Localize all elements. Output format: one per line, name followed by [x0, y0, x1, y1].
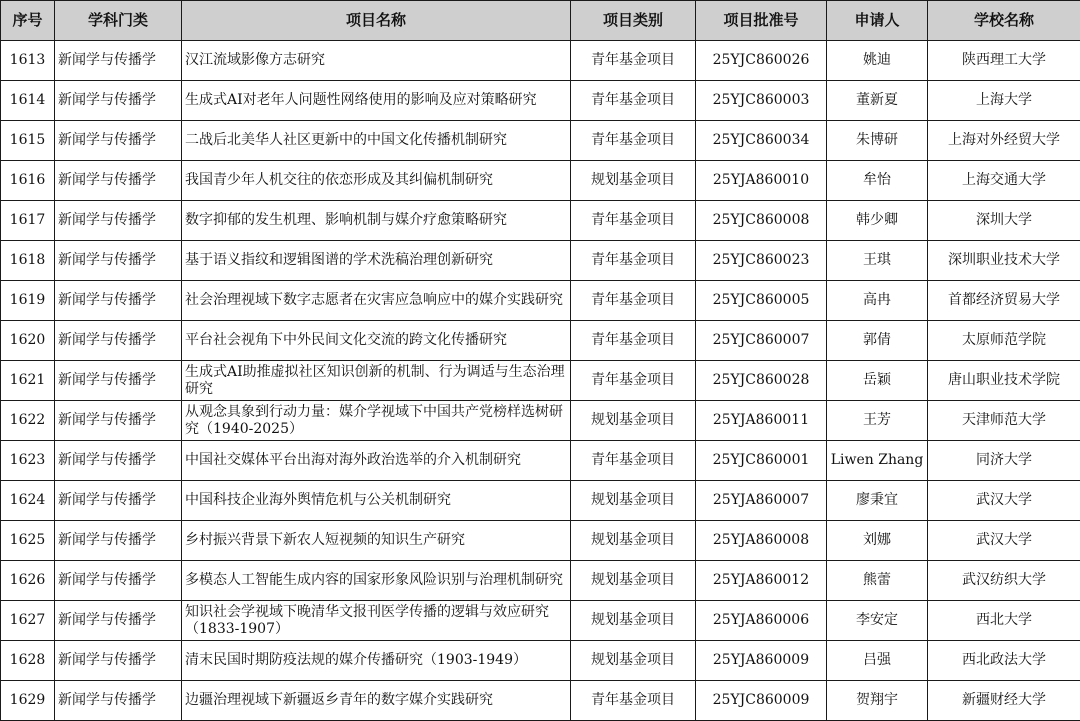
cell-project-name: 从观念具象到行动力量：媒介学视域下中国共产党榜样选树研究（1940-2025）: [182, 401, 571, 441]
cell-discipline: 新闻学与传播学: [55, 481, 182, 521]
table-row: [1, 601, 1080, 641]
table-row: [1, 41, 1080, 81]
cell-seq: 1614: [1, 81, 55, 121]
cell-project-name: 生成式AI助推虚拟社区知识创新的机制、行为调适与生态治理研究: [182, 361, 571, 401]
cell-seq: 1615: [1, 121, 55, 161]
table-row: [1, 201, 1080, 241]
cell-seq: 1620: [1, 321, 55, 361]
cell-applicant: 吕强: [827, 641, 928, 681]
cell-discipline: 新闻学与传播学: [55, 41, 182, 81]
header-seq: 序号: [1, 1, 55, 41]
cell-discipline: 新闻学与传播学: [55, 521, 182, 561]
cell-approval-no: 25YJC860026: [696, 41, 827, 81]
cell-school: 上海大学: [928, 81, 1080, 121]
cell-project-name: 平台社会视角下中外民间文化交流的跨文化传播研究: [182, 321, 571, 361]
cell-seq: 1629: [1, 681, 55, 721]
cell-seq: 1623: [1, 441, 55, 481]
cell-project-name: 多模态人工智能生成内容的国家形象风险识别与治理机制研究: [182, 561, 571, 601]
cell-approval-no: 25YJC860003: [696, 81, 827, 121]
cell-project-name: 清末民国时期防疫法规的媒介传播研究（1903-1949）: [182, 641, 571, 681]
table-row: [1, 481, 1080, 521]
cell-school: 新疆财经大学: [928, 681, 1080, 721]
table-row: [1, 81, 1080, 121]
cell-school: 上海交通大学: [928, 161, 1080, 201]
cell-category: 青年基金项目: [571, 281, 696, 321]
cell-applicant: 王芳: [827, 401, 928, 441]
cell-project-name: 社会治理视域下数字志愿者在灾害应急响应中的媒介实践研究: [182, 281, 571, 321]
cell-project-name: 中国科技企业海外舆情危机与公关机制研究: [182, 481, 571, 521]
header-discipline: 学科门类: [55, 1, 182, 41]
cell-category: 规划基金项目: [571, 401, 696, 441]
cell-seq: 1628: [1, 641, 55, 681]
table-row: [1, 561, 1080, 601]
cell-seq: 1616: [1, 161, 55, 201]
header-approval-no: 项目批准号: [696, 1, 827, 41]
cell-school: 唐山职业技术学院: [928, 361, 1080, 401]
cell-approval-no: 25YJC860034: [696, 121, 827, 161]
cell-seq: 1624: [1, 481, 55, 521]
table-row: [1, 161, 1080, 201]
cell-seq: 1621: [1, 361, 55, 401]
cell-approval-no: 25YJC860005: [696, 281, 827, 321]
cell-school: 首都经济贸易大学: [928, 281, 1080, 321]
table-row: [1, 641, 1080, 681]
table-row: [1, 401, 1080, 441]
cell-category: 青年基金项目: [571, 41, 696, 81]
cell-approval-no: 25YJA860006: [696, 601, 827, 641]
cell-approval-no: 25YJC860009: [696, 681, 827, 721]
cell-category: 青年基金项目: [571, 361, 696, 401]
cell-school: 武汉大学: [928, 521, 1080, 561]
cell-discipline: 新闻学与传播学: [55, 601, 182, 641]
cell-project-name: 边疆治理视域下新疆返乡青年的数字媒介实践研究: [182, 681, 571, 721]
cell-project-name: 中国社交媒体平台出海对海外政治选举的介入机制研究: [182, 441, 571, 481]
cell-applicant: 董新夏: [827, 81, 928, 121]
cell-seq: 1627: [1, 601, 55, 641]
header-project-name: 项目名称: [182, 1, 571, 41]
cell-school: 太原师范学院: [928, 321, 1080, 361]
cell-applicant: 高冉: [827, 281, 928, 321]
cell-discipline: 新闻学与传播学: [55, 641, 182, 681]
cell-project-name: 生成式AI对老年人问题性网络使用的影响及应对策略研究: [182, 81, 571, 121]
cell-discipline: 新闻学与传播学: [55, 121, 182, 161]
table-row: [1, 241, 1080, 281]
cell-seq: 1613: [1, 41, 55, 81]
cell-discipline: 新闻学与传播学: [55, 201, 182, 241]
cell-seq: 1626: [1, 561, 55, 601]
cell-school: 深圳职业技术大学: [928, 241, 1080, 281]
header-category: 项目类别: [571, 1, 696, 41]
cell-category: 规划基金项目: [571, 601, 696, 641]
cell-applicant: 姚迪: [827, 41, 928, 81]
cell-category: 规划基金项目: [571, 161, 696, 201]
cell-applicant: 王琪: [827, 241, 928, 281]
cell-approval-no: 25YJC860028: [696, 361, 827, 401]
header-row: [1, 1, 1080, 41]
cell-category: 规划基金项目: [571, 521, 696, 561]
cell-applicant: 郭倩: [827, 321, 928, 361]
cell-category: 青年基金项目: [571, 321, 696, 361]
cell-project-name: 汉江流域影像方志研究: [182, 41, 571, 81]
cell-approval-no: 25YJC860008: [696, 201, 827, 241]
table-row: [1, 321, 1080, 361]
cell-approval-no: 25YJC860023: [696, 241, 827, 281]
cell-approval-no: 25YJA860007: [696, 481, 827, 521]
cell-seq: 1619: [1, 281, 55, 321]
cell-school: 天津师范大学: [928, 401, 1080, 441]
cell-discipline: 新闻学与传播学: [55, 161, 182, 201]
cell-school: 同济大学: [928, 441, 1080, 481]
header-school: 学校名称: [928, 1, 1080, 41]
cell-school: 武汉大学: [928, 481, 1080, 521]
cell-school: 西北政法大学: [928, 641, 1080, 681]
table-row: [1, 441, 1080, 481]
cell-applicant: 韩少卿: [827, 201, 928, 241]
cell-seq: 1617: [1, 201, 55, 241]
cell-category: 青年基金项目: [571, 81, 696, 121]
cell-category: 青年基金项目: [571, 441, 696, 481]
cell-discipline: 新闻学与传播学: [55, 561, 182, 601]
cell-school: 深圳大学: [928, 201, 1080, 241]
cell-discipline: 新闻学与传播学: [55, 281, 182, 321]
cell-project-name: 我国青少年人机交往的依恋形成及其纠偏机制研究: [182, 161, 571, 201]
cell-approval-no: 25YJA860010: [696, 161, 827, 201]
cell-category: 青年基金项目: [571, 241, 696, 281]
cell-discipline: 新闻学与传播学: [55, 361, 182, 401]
cell-seq: 1622: [1, 401, 55, 441]
cell-seq: 1625: [1, 521, 55, 561]
cell-discipline: 新闻学与传播学: [55, 241, 182, 281]
cell-approval-no: 25YJA860012: [696, 561, 827, 601]
cell-project-name: 二战后北美华人社区更新中的中国文化传播机制研究: [182, 121, 571, 161]
cell-applicant: Liwen Zhang: [827, 441, 928, 481]
cell-school: 西北大学: [928, 601, 1080, 641]
cell-category: 青年基金项目: [571, 201, 696, 241]
table-row: [1, 361, 1080, 401]
cell-applicant: 牟怡: [827, 161, 928, 201]
cell-discipline: 新闻学与传播学: [55, 401, 182, 441]
cell-school: 陕西理工大学: [928, 41, 1080, 81]
cell-approval-no: 25YJA860009: [696, 641, 827, 681]
cell-discipline: 新闻学与传播学: [55, 681, 182, 721]
cell-project-name: 数字抑郁的发生机理、影响机制与媒介疗愈策略研究: [182, 201, 571, 241]
cell-applicant: 刘娜: [827, 521, 928, 561]
table-row: [1, 121, 1080, 161]
cell-applicant: 朱博研: [827, 121, 928, 161]
cell-category: 规划基金项目: [571, 561, 696, 601]
cell-project-name: 乡村振兴背景下新农人短视频的知识生产研究: [182, 521, 571, 561]
cell-discipline: 新闻学与传播学: [55, 321, 182, 361]
cell-discipline: 新闻学与传播学: [55, 81, 182, 121]
cell-category: 青年基金项目: [571, 681, 696, 721]
cell-applicant: 岳颖: [827, 361, 928, 401]
header-applicant: 申请人: [827, 1, 928, 41]
cell-applicant: 廖秉宜: [827, 481, 928, 521]
table-row: [1, 521, 1080, 561]
cell-applicant: 熊蕾: [827, 561, 928, 601]
cell-project-name: 知识社会学视域下晚清华文报刊医学传播的逻辑与效应研究（1833-1907）: [182, 601, 571, 641]
cell-discipline: 新闻学与传播学: [55, 441, 182, 481]
cell-category: 规划基金项目: [571, 641, 696, 681]
table-row: [1, 681, 1080, 721]
cell-approval-no: 25YJA860008: [696, 521, 827, 561]
cell-approval-no: 25YJA860011: [696, 401, 827, 441]
cell-school: 上海对外经贸大学: [928, 121, 1080, 161]
cell-project-name: 基于语义指纹和逻辑图谱的学术洗稿治理创新研究: [182, 241, 571, 281]
cell-category: 规划基金项目: [571, 481, 696, 521]
cell-approval-no: 25YJC860001: [696, 441, 827, 481]
cell-applicant: 李安定: [827, 601, 928, 641]
cell-category: 青年基金项目: [571, 121, 696, 161]
cell-school: 武汉纺织大学: [928, 561, 1080, 601]
cell-seq: 1618: [1, 241, 55, 281]
cell-approval-no: 25YJC860007: [696, 321, 827, 361]
cell-applicant: 贺翔宇: [827, 681, 928, 721]
table-row: [1, 281, 1080, 321]
